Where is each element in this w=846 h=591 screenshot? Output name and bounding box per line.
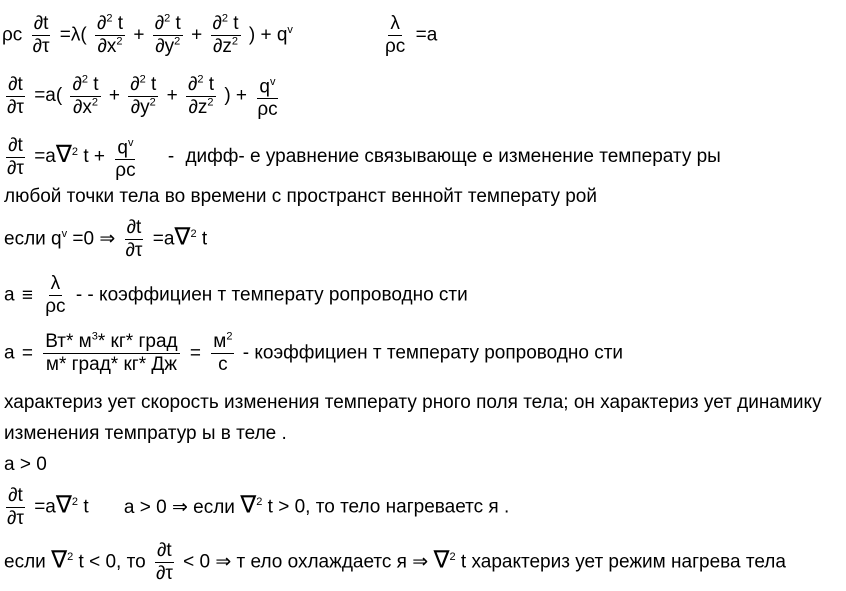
equation-heat: ρc $\frac{\partial t}{\partial\tau}$ =λ( $\frac{\partial^2 t}{\partial x^2}$ + $\frac{\partial^2 t}{\partial y^2}$ + $\frac{\partial^2 t}{\partial z^2}$ ) + $q^v$ [2, 12, 293, 57]
text-line-10: a > 0 [4, 454, 47, 475]
dt-dtau-fraction: $\frac{\partial t}{\partial\tau}$ [32, 13, 50, 57]
cooling-condition: если ∇$^2$ t < 0, то $\frac{\partial t}{\partial\tau}$ < 0 ⇒ т ело охлаждаетс я ⇒ ∇$^2$ t характериз ует режим нагрева тела [4, 540, 786, 584]
equation-heat-a: $\frac{\partial t}{\partial\tau}$ =a( $\frac{\partial^2 t}{\partial x^2}$ + $\frac{\partial^2 t}{\partial y^2}$ + $\frac{\partial^2 t}{\partial z^2}$ ) + $\frac{q^v}{\rho c}$ [7, 73, 278, 121]
heating-condition: $\frac{\partial t}{\partial\tau}$ =a∇$^2$ t a > 0 ⇒ если ∇$^2$ t > 0, то тело нагреваетс я . [7, 485, 510, 529]
rho-c-coef: ρc [2, 24, 23, 46]
text-line-4: любой точки тела во времени с пространст веннойт температу рой [4, 186, 597, 207]
text-line-8: характериз ует скорость изменения температу рного поля тела; он характериз ует динамику [4, 392, 822, 413]
condition-qv-zero: если $q^v =0$ ⇒ $\frac{\partial t}{\partial\tau}$ =a∇$^2$ t [4, 217, 208, 261]
thermal-diffusivity-definition: a ≡ $\frac{\lambda}{\rho c}$ - - коэффициен т температу ропроводно сти [4, 273, 468, 317]
equation-description: дифф- е уравнение связывающе е изменение температу ры [185, 146, 721, 168]
d2t-dy2-fraction: $\frac{\partial^2 t}{\partial y^2}$ [154, 12, 181, 57]
d2t-dz2-fraction: $\frac{\partial^2 t}{\partial z^2}$ [212, 12, 239, 57]
text-line-9: изменения темпратур ы в теле . [4, 423, 287, 444]
equation-laplacian: $\frac{\partial t}{\partial\tau}$ =a∇$^2$ t + $\frac{q^v}{\rho c}$ - дифф- е уравнение связывающе е изменение температу ры [7, 134, 721, 182]
d2t-dx2-fraction: $\frac{\partial^2 t}{\partial x^2}$ [97, 12, 124, 57]
thermal-diffusivity-units: a = $\frac{Вт* м^3* кг* град}{\text{м* град* кг* Дж}}$ = $\frac{м^2}{с}$ - коэффициен т температу ропроводно сти [4, 330, 624, 375]
lambda-over-rhoc-eq-a: $\frac{\lambda}{\rho c}$ =a [385, 13, 438, 57]
